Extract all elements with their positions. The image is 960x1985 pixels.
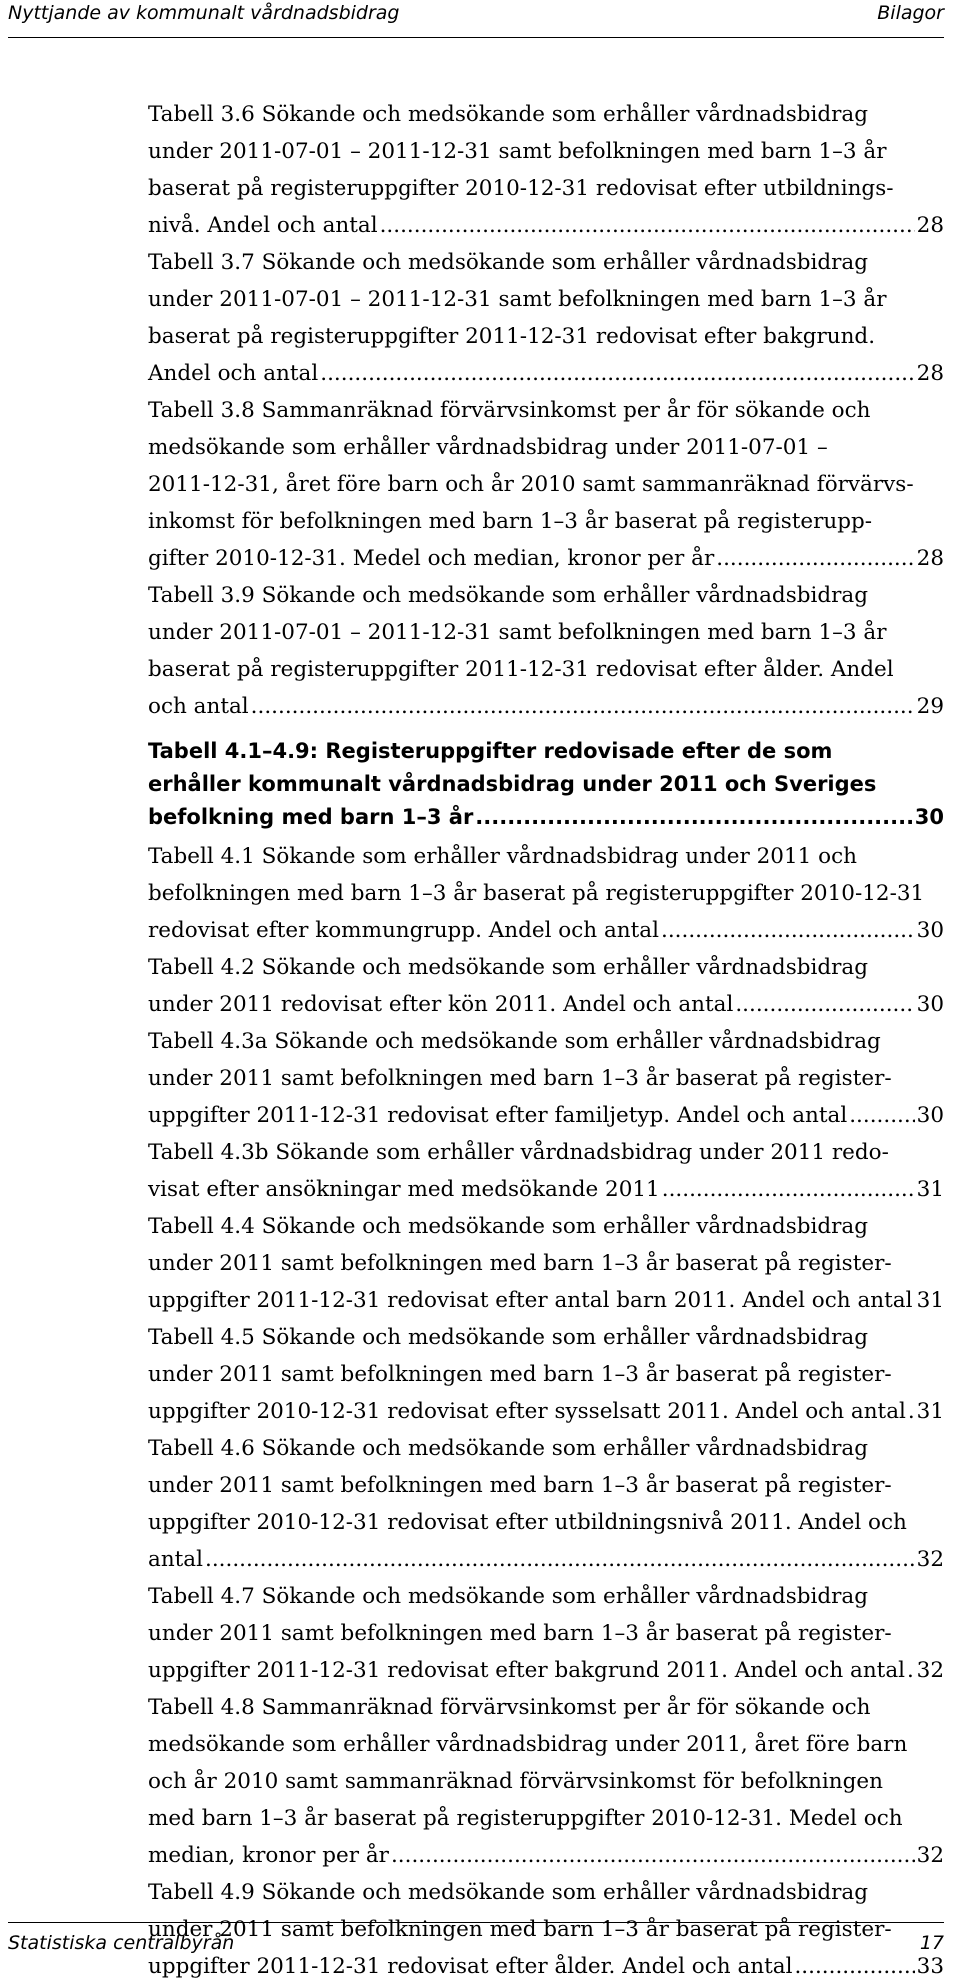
toc-entry-line: Tabell 4.3a Sökande och medsökande som erhåller vårdnadsbidrag — [148, 1023, 944, 1060]
toc-entry-line: Tabell 4.4 Sökande och medsökande som erhåller vårdnadsbidrag — [148, 1208, 944, 1245]
toc-entry-line: median, kronor per år — [148, 1837, 389, 1874]
toc-entry-line: Tabell 4.7 Sökande och medsökande som erhåller vårdnadsbidrag — [148, 1578, 944, 1615]
toc-entry-last-line — [148, 688, 944, 725]
toc-page-number: 32 — [917, 1837, 944, 1874]
toc-entry-line: och antal — [148, 688, 249, 725]
dot-leader — [320, 355, 914, 392]
dot-leader — [907, 1652, 915, 1689]
toc-entry-line: Tabell 4.1 Sökande som erhåller vårdnadsbidrag under 2011 och — [148, 838, 944, 875]
toc-entry-line: Tabell 4.5 Sökande och medsökande som erhåller vårdnadsbidrag — [148, 1319, 944, 1356]
toc-entry-line: medsökande som erhåller vårdnadsbidrag under 2011, året före barn — [148, 1726, 944, 1763]
toc-entry-line: uppgifter 2011-12-31 redovisat efter familjetyp. Andel och antal — [148, 1097, 847, 1134]
toc-entry-last-line — [148, 986, 944, 1023]
toc-entry-line: befolkning med barn 1–3 år — [148, 801, 473, 834]
toc-entry-line: uppgifter 2011-12-31 redovisat efter ålder. Andel och antal — [148, 1948, 792, 1985]
running-title: Nyttjande av kommunalt vårdnadsbidrag — [8, 2, 400, 24]
toc-entry-last-line — [148, 207, 944, 244]
toc-entry-last-line — [148, 1171, 944, 1208]
toc-entry-line: under 2011-07-01 – 2011-12-31 samt befolkningen med barn 1–3 år — [148, 133, 944, 170]
toc-entry-line: under 2011-07-01 – 2011-12-31 samt befolkningen med barn 1–3 år — [148, 281, 944, 318]
toc-entry-line: Tabell 4.2 Sökande och medsökande som erhåller vårdnadsbidrag — [148, 949, 944, 986]
toc-entry-line: baserat på registeruppgifter 2011-12-31 redovisat efter ålder. Andel — [148, 651, 944, 688]
toc-entry-line: gifter 2010-12-31. Medel och median, kronor per år — [148, 540, 714, 577]
toc-entry-line: under 2011 samt befolkningen med barn 1–3 år baserat på register- — [148, 1356, 944, 1393]
dot-leader — [662, 1171, 915, 1208]
toc-entry[interactable] — [148, 96, 944, 244]
toc-entry-line: under 2011 samt befolkningen med barn 1–3 år baserat på register- — [148, 1615, 944, 1652]
toc-entry-line: Tabell 4.8 Sammanräknad förvärvsinkomst per år för sökande och — [148, 1689, 944, 1726]
toc-entry-line: visat efter ansökningar med medsökande 2011 — [148, 1171, 660, 1208]
toc-entry[interactable] — [148, 1208, 944, 1319]
toc-section-heading[interactable] — [148, 735, 944, 834]
page-footer — [8, 1930, 944, 1960]
publisher-name: Statistiska centralbyrån — [8, 1932, 234, 1954]
toc-entry-line: under 2011 samt befolkningen med barn 1–3 år baserat på register- — [148, 1467, 944, 1504]
toc-entry-line: befolkningen med barn 1–3 år baserat på registeruppgifter 2010-12-31 — [148, 875, 944, 912]
toc-entry-line: Tabell 4.1–4.9: Registeruppgifter redovisade efter de som — [148, 735, 944, 768]
table-of-contents — [148, 96, 944, 1985]
toc-entry-line: Tabell 3.6 Sökande och medsökande som erhåller vårdnadsbidrag — [148, 96, 944, 133]
toc-page-number: 32 — [917, 1652, 944, 1689]
toc-entry[interactable] — [148, 1134, 944, 1208]
dot-leader — [735, 986, 914, 1023]
toc-entry-line: Tabell 3.9 Sökande och medsökande som erhåller vårdnadsbidrag — [148, 577, 944, 614]
dot-leader — [661, 912, 915, 949]
toc-entry-line: erhåller kommunalt vårdnadsbidrag under 2011 och Sveriges — [148, 768, 944, 801]
toc-entry[interactable] — [148, 1578, 944, 1689]
dot-leader — [475, 801, 912, 834]
toc-page-number: 30 — [915, 801, 944, 834]
toc-page-number: 30 — [917, 986, 944, 1023]
toc-entry-line: under 2011 samt befolkningen med barn 1–3 år baserat på register- — [148, 1911, 944, 1948]
toc-entry[interactable] — [148, 392, 944, 577]
toc-page-number: 31 — [917, 1393, 944, 1430]
toc-entry[interactable] — [148, 1689, 944, 1874]
toc-entry-line: under 2011 samt befolkningen med barn 1–3 år baserat på register- — [148, 1060, 944, 1097]
toc-entry-last-line — [148, 1393, 944, 1430]
dot-leader — [380, 207, 915, 244]
toc-page-number: 31 — [917, 1171, 944, 1208]
toc-page-number: 30 — [917, 1097, 944, 1134]
toc-entry-line: redovisat efter kommungrupp. Andel och antal — [148, 912, 659, 949]
toc-entry-last-line — [148, 912, 944, 949]
toc-entry-line: och år 2010 samt sammanräknad förvärvsinkomst för befolkningen — [148, 1763, 944, 1800]
dot-leader — [391, 1837, 915, 1874]
toc-entry[interactable] — [148, 577, 944, 725]
dot-leader — [716, 540, 914, 577]
toc-entry[interactable] — [148, 244, 944, 392]
toc-entry-last-line — [148, 1837, 944, 1874]
toc-page-number: 30 — [917, 912, 944, 949]
toc-entry-line: Tabell 3.7 Sökande och medsökande som erhåller vårdnadsbidrag — [148, 244, 944, 281]
dot-leader — [205, 1541, 915, 1578]
toc-entry[interactable] — [148, 1023, 944, 1134]
toc-page-number: 28 — [917, 207, 944, 244]
dot-leader — [908, 1393, 915, 1430]
toc-entry-line: uppgifter 2011-12-31 redovisat efter bakgrund 2011. Andel och antal — [148, 1652, 905, 1689]
toc-entry-last-line — [148, 1282, 944, 1319]
toc-entry-line: uppgifter 2010-12-31 redovisat efter utbildningsnivå 2011. Andel och — [148, 1504, 944, 1541]
toc-entry-line: Tabell 4.9 Sökande och medsökande som erhåller vårdnadsbidrag — [148, 1874, 944, 1911]
toc-entry-line: Tabell 3.8 Sammanräknad förvärvsinkomst per år för sökande och — [148, 392, 944, 429]
toc-entry-last-line — [148, 355, 944, 392]
toc-entry-line: inkomst för befolkningen med barn 1–3 år baserat på registerupp- — [148, 503, 944, 540]
toc-entry-line: under 2011 redovisat efter kön 2011. Andel och antal — [148, 986, 733, 1023]
toc-entry[interactable] — [148, 1430, 944, 1578]
toc-page-number: 32 — [917, 1541, 944, 1578]
page-header — [8, 0, 944, 30]
toc-entry-line: under 2011 samt befolkningen med barn 1–3 år baserat på register- — [148, 1245, 944, 1282]
footer-rule — [8, 1922, 944, 1923]
toc-entry-last-line — [148, 1097, 944, 1134]
toc-entry-line: nivå. Andel och antal — [148, 207, 378, 244]
toc-entry-line: med barn 1–3 år baserat på registeruppgifter 2010-12-31. Medel och — [148, 1800, 944, 1837]
toc-entry-line: baserat på registeruppgifter 2011-12-31 redovisat efter bakgrund. — [148, 318, 944, 355]
dot-leader — [849, 1097, 914, 1134]
toc-entry-line: Tabell 4.6 Sökande och medsökande som erhåller vårdnadsbidrag — [148, 1430, 944, 1467]
toc-entry[interactable] — [148, 949, 944, 1023]
toc-entry-line: uppgifter 2010-12-31 redovisat efter sysselsatt 2011. Andel och antal — [148, 1393, 906, 1430]
toc-entry[interactable] — [148, 838, 944, 949]
toc-page-number: 31 — [917, 1282, 944, 1319]
toc-entry[interactable] — [148, 1319, 944, 1430]
toc-page-number: 28 — [917, 355, 944, 392]
toc-entry-line: Tabell 4.3b Sökande som erhåller vårdnadsbidrag under 2011 redo- — [148, 1134, 944, 1171]
toc-entry-line: 2011-12-31, året före barn och år 2010 samt sammanräknad förvärvs- — [148, 466, 944, 503]
toc-entry-last-line — [148, 540, 944, 577]
toc-page-number: 33 — [917, 1948, 944, 1985]
toc-page-number: 28 — [917, 540, 944, 577]
toc-entry-line: uppgifter 2011-12-31 redovisat efter antal barn 2011. Andel och antal — [148, 1282, 912, 1319]
toc-entry-last-line — [148, 1541, 944, 1578]
header-rule — [8, 37, 944, 38]
toc-page-number: 29 — [917, 688, 944, 725]
toc-entry-last-line — [148, 1652, 944, 1689]
toc-entry-line: baserat på registeruppgifter 2010-12-31 redovisat efter utbildnings- — [148, 170, 944, 207]
toc-entry-last-line — [148, 801, 944, 834]
toc-entry-line: under 2011-07-01 – 2011-12-31 samt befolkningen med barn 1–3 år — [148, 614, 944, 651]
toc-entry-line: antal — [148, 1541, 203, 1578]
toc-entry-line: medsökande som erhåller vårdnadsbidrag under 2011-07-01 – — [148, 429, 944, 466]
page-number: 17 — [920, 1932, 944, 1954]
section-label: Bilagor — [877, 2, 944, 24]
dot-leader — [251, 688, 915, 725]
toc-entry-line: Andel och antal — [148, 355, 318, 392]
